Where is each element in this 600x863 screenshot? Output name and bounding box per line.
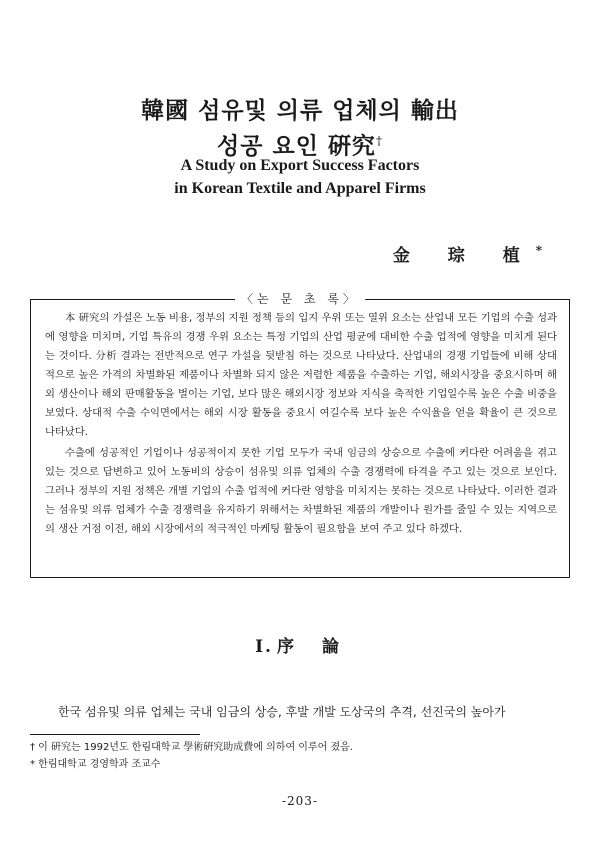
footnotes bbox=[30, 739, 353, 773]
page-number: -203- bbox=[281, 794, 318, 808]
footnote-funding: † 이 硏究는 1992년도 한림대학교 學術硏究助成費에 의하여 이루어 졌음. bbox=[30, 742, 353, 753]
author bbox=[393, 241, 542, 266]
section-heading bbox=[0, 632, 600, 657]
abstract-body bbox=[45, 309, 557, 539]
section-title-first: 序 bbox=[276, 637, 300, 657]
abstract-box bbox=[30, 292, 570, 578]
english-title bbox=[0, 154, 600, 200]
korean-title-line-2-text: 성공 요인 硏究 bbox=[217, 132, 376, 160]
abstract-label: 〈논 문 초 록〉 bbox=[235, 290, 365, 307]
title-dagger-mark: † bbox=[375, 134, 383, 148]
english-title-line-2: in Korean Textile and Apparel Firms bbox=[174, 180, 426, 197]
korean-title bbox=[0, 96, 600, 162]
abstract-paragraph-1: 本 硏究의 가설은 노동 비용, 정부의 지원 정책 등의 입지 우위 또는 열위 요소는 산업내 모든 기업의 수출 성과에 영향을 미치며, 기업 특유의 경쟁 우위 요소는 특정 기업의 산업 평균에 대비한 수출 업적에 영향을 미치게 된다는 것이다. 分析 결과는 전반적으로 연구 가설을 뒷받침 하는 것으로 나타났다. 산업내의 경쟁 기업들에 비해 상대적으로 높은 가격의 차별화된 제품이나 차별화 되지 않은 저렴한 제품을 수출하는 기업, 해외시장을 중요시하며 해외 생산이나 해외 판매활동을 벌이는 기업, 보다 많은 해외시장 정보와 지식을 축적한 기업일수록 높은 수출 비중을 보였다. 상대적 수출 수익면에서는 해외 시장 활동을 중요시 여길수록 보다 높은 수익율을 얻을 확율이 큰 것으로 나타났다. bbox=[45, 312, 557, 438]
abstract-paragraph-2: 수출에 성공적인 기업이나 성공적이지 못한 기업 모두가 국내 임금의 상승으로 수출에 커다란 어려움을 겪고 있는 것으로 답변하고 있어 노동비의 상승이 섬유및 의류 업체의 수출 경쟁력에 타격을 주고 있는 것으로 보인다. 그러나 정부의 지원 정책은 개별 기업의 수출 업적에 커다란 영향을 미치지는 못하는 것으로 나타났다. 이러한 결과는 섬유및 의류 업체가 수출 경쟁력을 유지하기 위해서는 차별화된 제품의 개발이나 원가를 줄일 수 있는 지역으로의 생산 거점 이전, 해외 시장에서의 적극적인 마케팅 활동이 필요함을 보여 주고 있다 하겠다. bbox=[45, 447, 557, 535]
section-title-second: 論 bbox=[321, 637, 345, 657]
author-footnote-mark: * bbox=[535, 243, 542, 258]
section-number: I. bbox=[255, 637, 273, 657]
body-paragraph: 한국 섬유및 의류 업체는 국내 임금의 상승, 후발 개발 도상국의 추격, 선진국의 높아가 bbox=[58, 705, 506, 719]
english-title-line-1: A Study on Export Success Factors bbox=[180, 157, 420, 174]
footnote-author-affiliation: * 한림대학교 경영학과 조교수 bbox=[30, 759, 161, 770]
footnote-divider bbox=[30, 734, 200, 735]
author-name: 金 琮 植 bbox=[392, 246, 536, 266]
korean-title-line-1: 韓國 섬유및 의류 업체의 輸出 bbox=[141, 97, 459, 124]
